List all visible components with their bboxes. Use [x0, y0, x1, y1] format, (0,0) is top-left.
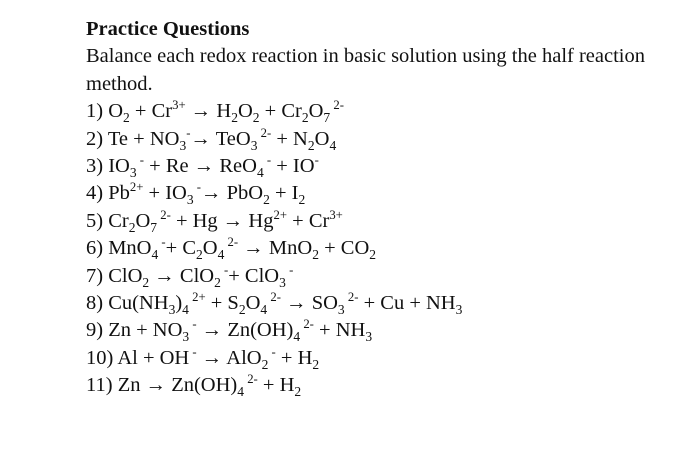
- practice-questions-document: [86, 16, 686, 400]
- formula-text: + Cr: [129, 100, 173, 123]
- subscript: 2: [301, 110, 309, 126]
- question-item: [86, 208, 686, 235]
- subscript: 4: [182, 302, 189, 318]
- formula-text: + ClO: [228, 264, 280, 287]
- subscript: 4: [217, 247, 225, 263]
- question-item: [86, 317, 686, 344]
- subscript: 2: [238, 302, 246, 318]
- superscript: 2+: [188, 290, 206, 305]
- subscript: 3: [168, 302, 176, 318]
- superscript: 2-: [257, 125, 272, 140]
- formula-text: → TeO: [190, 127, 251, 150]
- formula-text: 5) Cr: [86, 209, 129, 232]
- subscript: 2: [196, 247, 203, 263]
- formula-text: → ClO: [149, 264, 215, 287]
- subscript: 2: [294, 384, 302, 400]
- formula-text: → H: [185, 100, 232, 123]
- subscript: 3: [182, 329, 190, 345]
- subscript: 7: [150, 219, 158, 235]
- superscript: -: [189, 345, 197, 359]
- subscript: 2: [142, 274, 150, 290]
- subscript: 2: [369, 247, 377, 263]
- formula-text: 4) Pb: [86, 182, 130, 205]
- formula-text: + I: [269, 182, 299, 205]
- formula-text: 11) Zn → Zn(OH): [86, 374, 238, 397]
- superscript: 3+: [172, 98, 186, 113]
- formula-text: O: [135, 209, 151, 232]
- superscript: 2-: [224, 235, 239, 250]
- formula-text: → Zn(OH): [196, 319, 294, 342]
- formula-text: 10) Al + OH: [86, 346, 190, 369]
- subscript: 2: [298, 192, 306, 208]
- subscript: 4: [237, 384, 245, 400]
- formula-text: 9) Zn + NO: [86, 319, 183, 342]
- page-title: Practice Questions: [86, 18, 250, 40]
- subscript: 3: [279, 274, 286, 290]
- formula-text: + NH: [313, 319, 366, 342]
- superscript: 3+: [329, 207, 343, 222]
- question-item: [86, 126, 686, 153]
- subscript: 2: [214, 274, 221, 290]
- formula-text: 3) IO: [86, 155, 130, 178]
- superscript: -: [189, 317, 197, 332]
- superscript: 2-: [300, 317, 314, 332]
- question-item: [86, 180, 686, 207]
- subscript: 4: [329, 137, 337, 153]
- subscript: 4: [260, 302, 268, 318]
- superscript: -: [263, 153, 272, 168]
- subscript: 7: [323, 110, 331, 126]
- formula-text: + CO: [318, 237, 370, 260]
- formula-text: 2) Te + NO: [86, 127, 180, 150]
- formula-text: O: [314, 127, 330, 150]
- formula-text: + S: [205, 292, 239, 315]
- subscript: 2: [312, 357, 320, 373]
- superscript: 2-: [344, 290, 359, 305]
- subscript: 2: [231, 110, 238, 126]
- subscript: 2: [307, 137, 315, 153]
- superscript: 2+: [129, 180, 144, 195]
- instructions-text: Balance each redox reaction in basic solution using the half reaction method.: [86, 45, 645, 95]
- formula-text: 7) ClO: [86, 264, 143, 287]
- subscript: 2: [128, 219, 136, 235]
- subscript: 3: [179, 137, 187, 153]
- formula-text: 1) O: [86, 100, 124, 123]
- formula-text: + Hg → Hg: [170, 209, 274, 232]
- formula-text: → PbO: [201, 182, 264, 205]
- formula-text: + N: [271, 127, 308, 150]
- superscript: 2-: [267, 290, 281, 305]
- superscript: -: [268, 345, 276, 359]
- superscript: 2+: [273, 207, 288, 222]
- superscript: -: [314, 153, 319, 168]
- formula-text: + Re → ReO: [144, 155, 257, 178]
- formula-text: O: [308, 100, 324, 123]
- formula-text: + Cr: [259, 100, 302, 123]
- formula-text: O: [237, 100, 253, 123]
- formula-text: → SO: [280, 292, 338, 315]
- question-item: [86, 372, 686, 399]
- subscript: 4: [256, 165, 264, 181]
- formula-text: → MnO: [238, 237, 313, 260]
- superscript: 2-: [330, 98, 344, 113]
- formula-text: + IO: [143, 182, 187, 205]
- superscript: -: [186, 125, 191, 140]
- subscript: 2: [252, 110, 260, 126]
- formula-text: → AlO: [196, 346, 262, 369]
- question-item: [86, 290, 686, 317]
- question-item: [86, 153, 686, 180]
- superscript: -: [220, 262, 229, 277]
- formula-text: O: [245, 292, 261, 315]
- question-item: [86, 263, 686, 290]
- formula-text: 8) Cu(NH: [86, 292, 169, 315]
- subscript: 3: [129, 165, 137, 181]
- formula-text: + Cu + NH: [358, 292, 456, 315]
- subscript: 3: [365, 329, 373, 345]
- superscript: 2-: [244, 372, 258, 387]
- superscript: -: [285, 262, 294, 277]
- formula-text: + H: [275, 346, 313, 369]
- subscript: 2: [123, 110, 130, 126]
- question-item: [86, 345, 686, 372]
- superscript: 2-: [157, 207, 171, 222]
- question-item: [86, 98, 686, 125]
- formula-text: 6) MnO: [86, 237, 152, 260]
- formula-text: O: [202, 237, 218, 260]
- formula-text: + IO: [271, 155, 315, 178]
- formula-text: + H: [257, 374, 295, 397]
- subscript: 3: [250, 137, 258, 153]
- subscript: 2: [312, 247, 319, 263]
- superscript: -: [193, 180, 202, 195]
- question-list: [86, 98, 686, 399]
- question-item: [86, 235, 686, 262]
- superscript: -: [136, 153, 145, 168]
- subscript: 4: [151, 247, 159, 263]
- formula-text: ): [175, 292, 183, 315]
- subscript: 2: [263, 192, 270, 208]
- subscript: 4: [293, 329, 301, 345]
- subscript: 3: [337, 302, 345, 318]
- subscript: 3: [186, 192, 194, 208]
- subscript: 3: [455, 302, 463, 318]
- formula-text: + C: [165, 237, 197, 260]
- superscript: -: [158, 235, 166, 250]
- formula-text: + Cr: [287, 209, 330, 232]
- subscript: 2: [261, 357, 269, 373]
